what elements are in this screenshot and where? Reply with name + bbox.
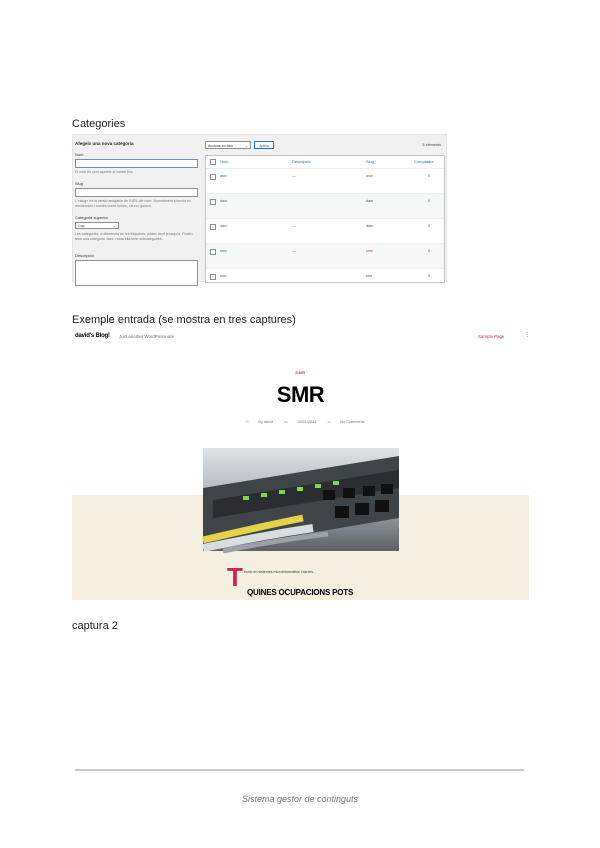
parent-select[interactable] [75,222,119,229]
chevron-down-icon: ⌄ [244,144,248,148]
parent-hint: Les categories, a diferència de les etiquetes, poden tenir jerarquia. Podeu tenir una categoria Jazz, i sota ella tenir subcategories. [75,232,193,241]
row-checkbox[interactable] [210,199,216,205]
column-header-name[interactable]: Nom [220,159,229,164]
categories-heading: Categories [72,118,126,130]
post-intro: écnic en sistemes microinformàtics i xarxes. [244,570,315,574]
comment-icon: ▱ [327,420,331,424]
site-title[interactable]: david's Blog! [75,333,110,339]
slug-label: Slug [75,181,84,186]
featured-image [203,448,399,551]
calendar-icon: ▭ [284,420,288,424]
items-count: 5 elements [422,143,441,147]
select-all-checkbox[interactable] [210,159,216,165]
row-name[interactable]: smr [220,274,227,278]
row-description: — [292,174,296,178]
row-checkbox[interactable] [210,249,216,255]
post-screenshot [72,328,529,600]
row-checkbox[interactable] [210,274,216,280]
row-slug: asix [366,174,373,178]
row-count: 0 [428,174,431,178]
row-slug: daw [366,199,373,203]
row-name[interactable]: dam [220,224,228,228]
row-description: — [292,224,296,228]
post-meta [245,419,375,424]
parent-label: Categoria superior [75,215,108,220]
name-label: Nom [75,152,84,157]
categories-screenshot [72,134,447,282]
row-name[interactable]: smx [220,249,227,253]
bulk-actions-select[interactable] [205,141,251,149]
row-checkbox[interactable] [210,224,216,230]
bulk-actions-label: Accions en bloc [208,144,234,148]
categories-table [205,155,445,283]
row-count: 0 [428,224,431,228]
table-row [206,268,444,293]
table-row [206,193,444,218]
chevron-down-icon: ⌄ [112,224,116,228]
row-slug: smx [366,249,373,253]
post-author[interactable]: By david [258,420,273,424]
menu-link-sample-page[interactable]: Sample Page [478,334,505,339]
footer-divider [75,769,524,771]
categories-list [205,139,445,281]
description-label: Descripció [75,253,94,258]
slug-field[interactable] [75,188,198,197]
row-slug: smr [366,274,373,278]
row-checkbox[interactable] [210,174,216,180]
parent-select-value: Cap [78,224,85,228]
table-row [206,168,444,193]
post-title: SMR [276,382,325,407]
description-textarea[interactable] [75,260,198,286]
post-comments[interactable]: No Comments [340,420,365,424]
author-icon: ⚇ [245,420,249,424]
example-heading: Exemple entrada (se mostra en tres captures) [72,314,296,326]
row-slug: dam [366,224,374,228]
name-hint: El nom és com apareix al vostre lloc. [75,170,134,174]
table-row [206,243,444,268]
add-category-title: Afegeix una nova categoria [75,141,134,146]
column-header-description[interactable]: Descripció [292,159,311,164]
row-count: 0 [428,199,431,203]
post-category[interactable]: SMR [295,370,306,375]
table-row [206,218,444,243]
capture2-heading: captura 2 [72,620,118,632]
menu-dots-icon[interactable]: ⋮ [525,332,530,338]
post-date[interactable]: 04/11/2021 [297,420,317,424]
column-header-count[interactable]: Comptador [414,159,434,164]
row-name[interactable]: asix [220,174,227,178]
dropcap: T [227,562,243,592]
add-category-form [75,139,199,279]
row-count: 0 [428,274,431,278]
post-subheading: QUINES OCUPACIONS POTS [247,588,354,597]
apply-button[interactable]: Aplica [254,141,274,149]
footer-text: Sistema gestor de continguts [241,794,359,804]
slug-hint: L'«slug» és la versió amigable de l'URL del nom. Normalment s'escriu en minúscules i només conté lletres, xifres i guions. [75,199,191,208]
column-header-slug[interactable]: Slug [366,159,375,164]
site-tagline: Just another WordPress site [119,334,175,339]
row-count: 0 [428,249,431,253]
row-description: — [292,249,296,253]
name-field[interactable] [75,159,198,168]
row-name[interactable]: daw [220,199,227,203]
